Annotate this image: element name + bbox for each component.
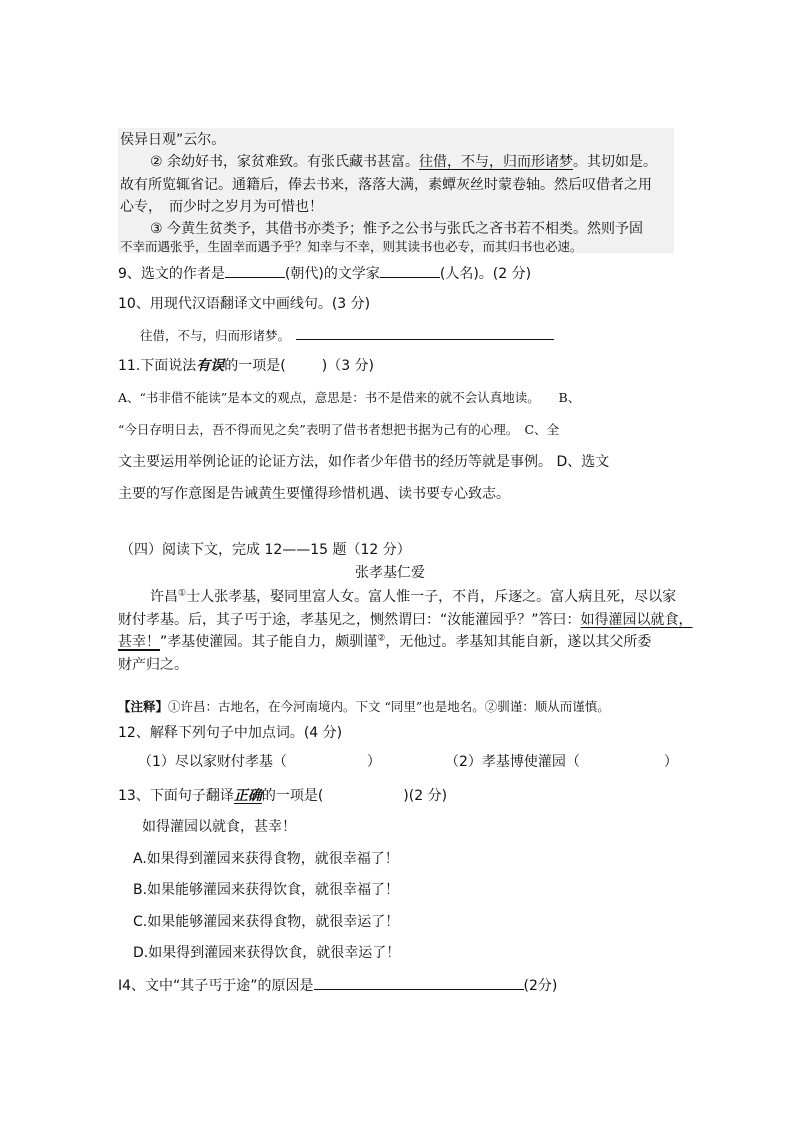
option-a[interactable]: A.如果得到灌园来获得食物，就很幸福了！ (133, 851, 399, 867)
question-10: 10、用现代汉语翻译文中画线句。(3 分) (118, 296, 371, 312)
passage-line: 许昌①士人张孝基，娶同里富人女。富人惟一子，不肖，斥逐之。富人病且死，尽以家 (150, 588, 677, 605)
option-d[interactable]: D.如果得到灌园来获得饮食，就很幸运了！ (133, 945, 401, 961)
answer-blank[interactable] (225, 263, 285, 278)
passage-line: 故有所览辄省记。通籍后，俸去书来，落落大满，素蟫灰丝时蒙卷轴。然后叹借者之用 (120, 177, 652, 193)
question-12-item-1: （1）尽以家财付孝基（ ） (138, 754, 381, 770)
passage-line: 心专， 而少时之岁月为可惜也！ (120, 199, 323, 215)
underlined-sentence: 如得灌园以就食， (580, 612, 693, 628)
option-line: 文主要运用举例论证的论证方法，如作者少年借书的经历等就是事例。 D、选文 (118, 454, 610, 470)
option-b[interactable]: B.如果能够灌园来获得饮食，就很幸福了！ (133, 882, 400, 898)
section-heading: （四）阅读下文，完成 12——15 题（12 分） (120, 542, 411, 558)
passage-paragraph-2: ② 余幼好书，家贫难致。有张氏藏书甚富。往借，不与，归而形诸梦。其切如是。 (150, 154, 657, 170)
passage-line: 不幸而遇张乎，生固幸而遇予乎？知幸与不幸，则其读书也必专，而其归书也必速。 (120, 239, 583, 254)
question-11: 11.下面说法有误的一项是( )（3 分) (118, 358, 375, 374)
passage-paragraph-3: ③ 今黄生贫类予，其借书亦类予；惟予之公书与张氏之吝书若不相类。然则予固 (150, 221, 643, 237)
passage-line: 财付孝基。后，其子丐于途，孝基见之，恻然谓曰：“汝能灌园乎？”答曰：如得灌园以就食， (118, 612, 693, 628)
question-9: 9、选文的作者是 (朝代)的文学家 (人名)。(2 分) (118, 263, 531, 284)
underlined-sentence: 甚幸！ (118, 634, 160, 650)
question-10-sentence: 往借，不与，归而形诸梦。 (140, 325, 554, 346)
option-line: “今日存明日去，吾不得而见之矣”表明了借书者想把书据为己有的心理。 C、全 (118, 422, 560, 437)
answer-blank[interactable] (296, 325, 554, 340)
question-14: I4、文中“其子丐于途”的原因是 (2分) (118, 975, 557, 996)
question-12: 12、解释下列句子中加点词。(4 分) (118, 725, 343, 741)
option-line: A、“书非借不能读”是本文的观点，意思是：书不是借来的就不会认真地读。 B、 (118, 390, 581, 405)
passage-line: 甚幸！”孝基使灌园。其子能自力，颇驯谨②，无他过。孝基知其能自新，遂以其父所委 (118, 633, 652, 650)
option-c[interactable]: C.如果能够灌园来获得食物，就很幸运了！ (133, 914, 400, 930)
answer-blank[interactable] (380, 263, 440, 278)
option-line: 主要的写作意图是告诫黄生要懂得珍惜机遇、读书要专心致志。 (118, 486, 510, 502)
question-13: 13、下面句子翻译正确的一项是( )(2 分) (118, 788, 448, 804)
question-13-sentence: 如得灌园以就食，甚幸！ (142, 819, 296, 835)
underlined-sentence: 往借，不与，归而形诸梦 (419, 154, 573, 170)
passage-line: 财产归之。 (118, 657, 188, 673)
annotation: 【注释】①许昌：古地名，在今河南境内。下文 “同里”也是地名。②驯谨：顺从而谨慎。 (118, 699, 610, 714)
question-12-item-2: （2）孝基博使灌园（ ） (445, 754, 678, 770)
passage-line: 侯异日观”云尔。 (120, 132, 226, 148)
passage-title: 张孝基仁爱 (355, 565, 425, 581)
answer-blank[interactable] (314, 975, 524, 990)
